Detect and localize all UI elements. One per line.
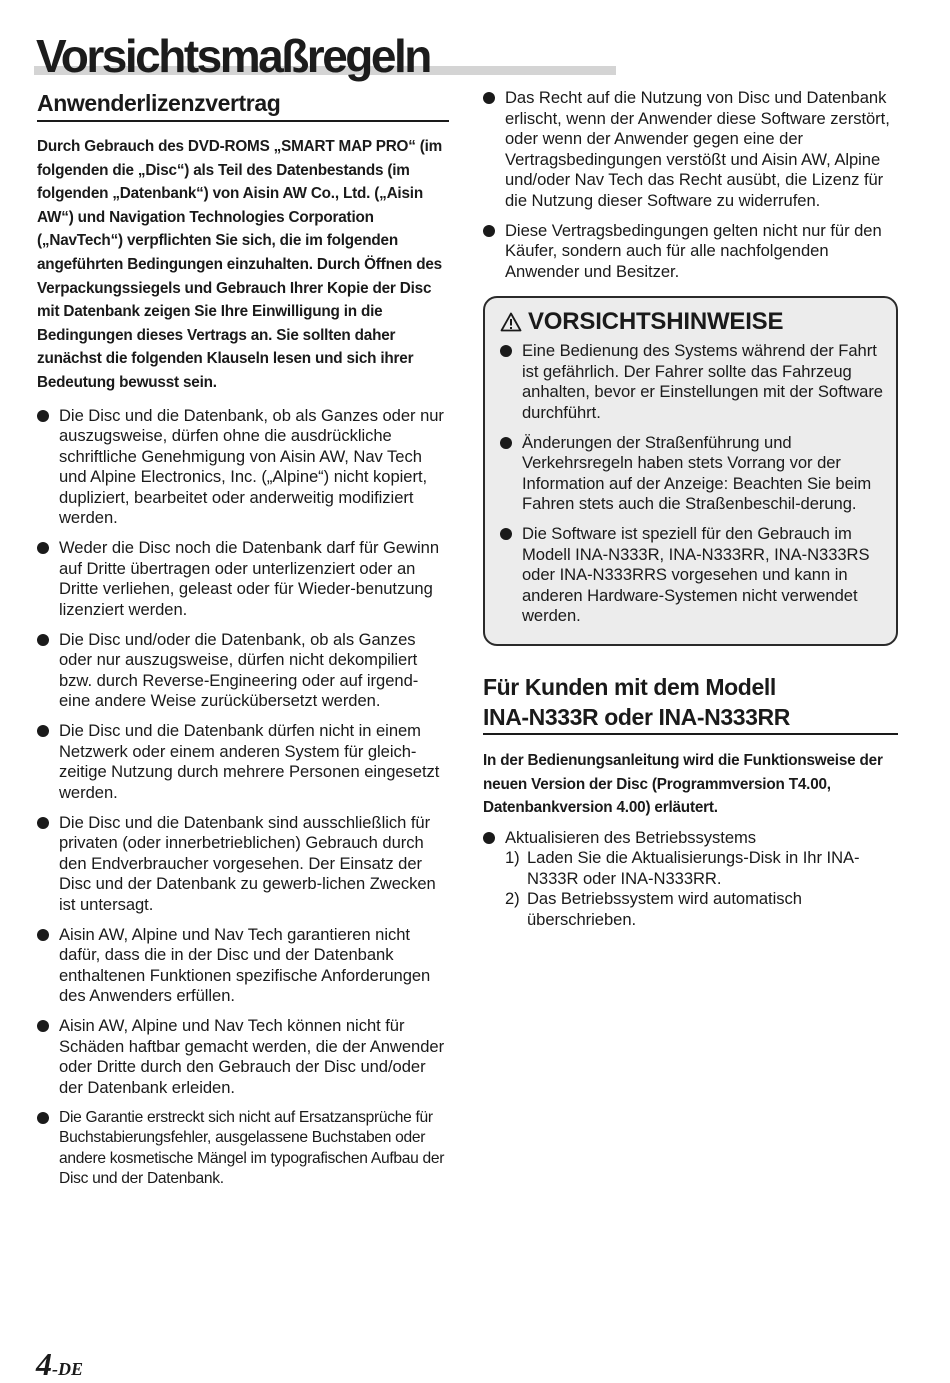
list-item bbox=[483, 828, 898, 931]
license-terms-list-continued bbox=[483, 88, 898, 282]
list-item-text: Weder die Disc noch die Datenbank darf für Gewinn auf Dritte übertragen oder unterlizenziert oder an Dritte verliehen, geleast oder für Wieder-benutzung lizenziert werden. bbox=[59, 538, 440, 619]
license-intro: Durch Gebrauch des DVD-ROMS „SMART MAP PRO“ (im folgenden die „Disc“) als Teil des Datenbestands (im folgenden „Datenbank“) von Aisin AW Co., Ltd. („Aisin AW“) und Navigation Technologies Corporation („NavTech“) verpflichten Sie sich, die im folgenden angeführten Bedingungen einzuhalten. Durch Öffnen des Verpackungssiegels und Gebrauch Ihrer Kopie der Disc mit Datenbank zeigen Sie Ihre Einwilligung in die Bedingungen dieses Vertrags an. Sie sollten daher zunächst die folgenden Klauseln lesen und sich ihrer Bedeutung bewusst sein. bbox=[37, 138, 443, 391]
update-list bbox=[483, 828, 898, 931]
list-item bbox=[37, 721, 449, 803]
bullet-icon bbox=[37, 1112, 49, 1124]
list-item-text: Das Recht auf die Nutzung von Disc und Datenbank erlischt, wenn der Anwender diese Software zerstört, oder wenn der Anwender gegen eine der Vertragsbedingungen verstößt und Aisin AW, Alpine und/oder Nav Tech das Recht ausübt, die Lizenz für die Nutzung dieser Software zu widerrufen. bbox=[505, 88, 890, 210]
list-item-text: Die Disc und/oder die Datenbank, ob als Ganzes oder nur auszugsweise, dürfen nicht dekompiliert bzw. durch Reverse-Engineering oder auf irgend-eine andere Weise zurückübersetzt werden. bbox=[59, 629, 419, 711]
list-item bbox=[37, 813, 449, 916]
caution-box bbox=[483, 296, 898, 646]
list-item-text: Änderungen der Straßenführung und Verkehrsregeln haben stets Vorrang vor der Information auf der Anzeige: Beachten Sie beim Fahren stets auch die Straßenbeschil-derung. bbox=[522, 432, 872, 513]
list-item bbox=[500, 433, 884, 515]
caution-heading bbox=[500, 306, 884, 338]
customers-heading-line2: INA-N333R oder INA-N333RR bbox=[483, 704, 790, 730]
list-item-text: Die Disc und die Datenbank, ob als Ganzes oder nur auszugsweise, dürfen ohne die ausdrückliche schriftliche Genehmigung von Aisin AW, Nav Tech und Alpine Electronics, Inc. („Alpine“) nicht kopiert, dupliziert, bearbeitet oder anderweitig modifiziert werden. bbox=[59, 405, 444, 528]
caution-heading-text: VORSICHTSHINWEISE bbox=[528, 308, 784, 335]
list-item bbox=[37, 1108, 449, 1190]
bullet-icon bbox=[483, 92, 495, 104]
license-heading: Anwenderlizenzvertrag bbox=[37, 88, 449, 122]
list-item bbox=[37, 925, 449, 1007]
bullet-icon bbox=[483, 832, 495, 844]
warning-triangle-icon bbox=[500, 312, 522, 332]
left-column bbox=[37, 88, 449, 1199]
step-item bbox=[505, 848, 898, 889]
list-item-text: Die Disc und die Datenbank dürfen nicht in einem Netzwerk oder einem anderen System für gleich-zeitige Nutzung durch mehrere Personen eingesetzt werden. bbox=[59, 721, 440, 802]
bullet-icon bbox=[500, 345, 512, 357]
right-column bbox=[483, 88, 898, 940]
step-number: 1) bbox=[505, 848, 520, 868]
bullet-icon bbox=[37, 929, 49, 941]
list-item-text: Die Software ist speziell für den Gebrauch im Modell INA-N333R, INA-N333RR, INA-N333RS oder INA-N333RRS vorgesehen und kann in anderen Hardware-Systemen nicht verwendet werden. bbox=[522, 524, 870, 625]
list-item bbox=[483, 221, 898, 283]
page-number-value: 4 bbox=[36, 1346, 52, 1382]
bullet-icon bbox=[37, 410, 49, 422]
bullet-icon bbox=[37, 1020, 49, 1032]
bullet-icon bbox=[500, 528, 512, 540]
bullet-icon bbox=[37, 817, 49, 829]
list-item-text: Eine Bedienung des Systems während der Fahrt ist gefährlich. Der Fahrer sollte das Fahrzeug anhalten, bevor er Einstellungen mit der Software durchführt. bbox=[522, 341, 883, 422]
page-number-suffix: -DE bbox=[52, 1359, 83, 1379]
update-steps bbox=[505, 848, 898, 930]
customers-heading-line1: Für Kunden mit dem Modell bbox=[483, 674, 776, 700]
list-item-text: Aisin AW, Alpine und Nav Tech garantieren nicht dafür, dass die in der Disc und der Datenbank enthaltenen Funktionen spezifische Anforderungen des Anwenders erfüllen. bbox=[59, 924, 431, 1006]
list-item bbox=[37, 406, 449, 529]
list-item bbox=[37, 538, 449, 620]
list-item bbox=[500, 341, 884, 423]
step-text: Laden Sie die Aktualisierungs-Disk in Ihr INA-N333R oder INA-N333RR. bbox=[527, 848, 860, 888]
step-item bbox=[505, 889, 898, 930]
bullet-icon bbox=[483, 225, 495, 237]
list-item bbox=[483, 88, 898, 211]
page-number bbox=[36, 1346, 83, 1383]
list-item-text: Aisin AW, Alpine und Nav Tech können nicht für Schäden haftbar gemacht werden, die der Anwender oder Dritte durch den Gebrauch der Disc und/oder der Datenbank erleiden. bbox=[59, 1016, 445, 1097]
customers-heading bbox=[483, 672, 898, 735]
step-text: Das Betriebssystem wird automatisch überschrieben. bbox=[527, 889, 802, 929]
list-item bbox=[37, 1016, 449, 1098]
list-item-text: Aktualisieren des Betriebssystems bbox=[505, 827, 757, 847]
step-number: 2) bbox=[505, 889, 520, 909]
customers-intro: In der Bedienungsanleitung wird die Funktionsweise der neuen Version der Disc (Programmversion T4.00, Datenbankversion 4.00) erläutert. bbox=[483, 752, 883, 817]
page-title: Vorsichtsmaßregeln bbox=[36, 30, 430, 82]
bullet-icon bbox=[37, 725, 49, 737]
list-item-text: Diese Vertragsbedingungen gelten nicht nur für den Käufer, sondern auch für alle nachfolgenden Anwender und Besitzer. bbox=[505, 220, 882, 281]
list-item-text: Die Disc und die Datenbank sind ausschließlich für privaten (oder innerbetrieblichen) Gebrauch durch den Endverbraucher vorgesehen. Der Einsatz der Disc und der Datenbank zu gewerb-lichen Zwecken ist untersagt. bbox=[59, 812, 436, 914]
caution-list bbox=[500, 341, 884, 627]
list-item-text: Die Garantie erstreckt sich nicht auf Ersatzansprüche für Buchstabierungsfehler, ausgelassene Buchstaben oder andere kosmetische Mängel im typografischen Aufbau der Disc und der Datenbank. bbox=[59, 1108, 445, 1188]
bullet-icon bbox=[37, 542, 49, 554]
bullet-icon bbox=[500, 437, 512, 449]
bullet-icon bbox=[37, 634, 49, 646]
list-item bbox=[500, 524, 884, 627]
list-item bbox=[37, 630, 449, 712]
license-terms-list bbox=[37, 406, 449, 1190]
